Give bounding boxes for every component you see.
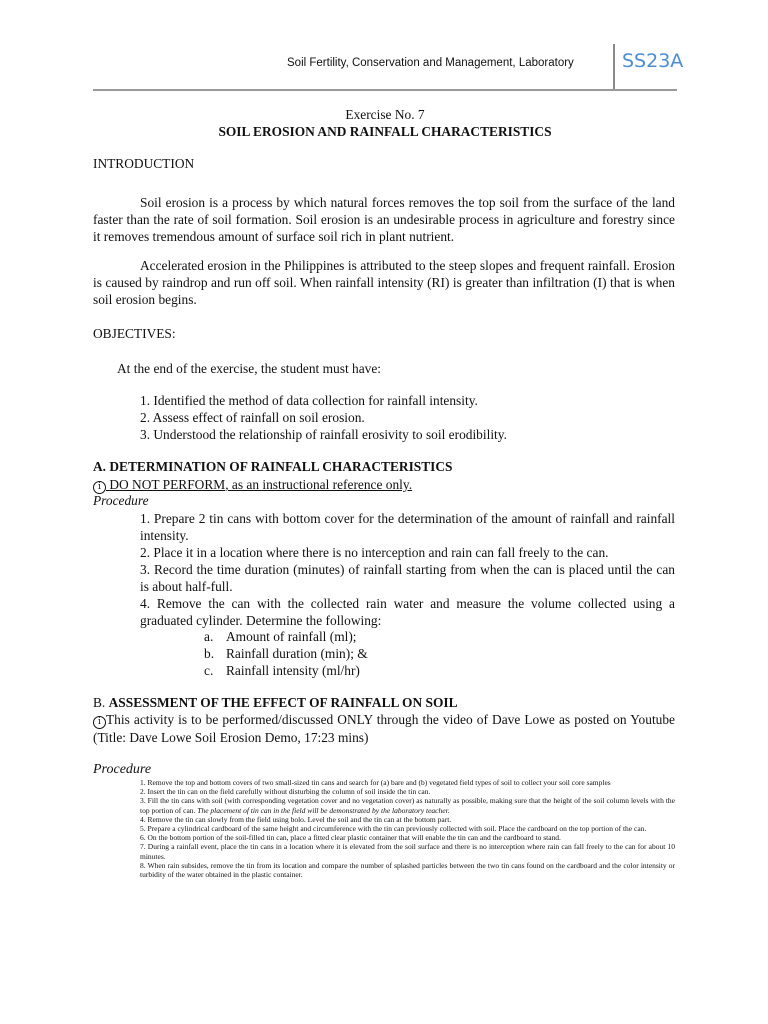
- section-a-subitem: [204, 628, 357, 645]
- section-b-step-3-italic: The placement of tin can in the field will be demonstrated by the laboratory teacher.: [197, 805, 450, 815]
- section-b-note: [93, 711, 675, 746]
- section-b-step: 6. On the bottom portion of the soil-filled tin can, place a fitted clear plastic container that will enable the tin can and the cardboard to stand.: [140, 833, 561, 843]
- section-a-subitem: [204, 662, 360, 679]
- section-a-subitem: [204, 645, 368, 662]
- section-a-heading: A. DETERMINATION OF RAINFALL CHARACTERISTICS: [93, 459, 453, 474]
- course-code: SS23A: [622, 50, 684, 72]
- section-b-step: 4. Remove the tin can slowly from the field using bolo. Level the soil and the tin can at the bottom part.: [140, 814, 452, 824]
- section-a-step: 4. Remove the can with the collected rain water and measure the volume collected using a graduated cylinder. Determine the following:: [140, 596, 675, 628]
- section-b-step: 1. Remove the top and bottom covers of two small-sized tin cans and search for (a) bare and (b) vegetated field types of soil to collect your soil core samples: [140, 778, 611, 787]
- section-a-step: 3. Record the time duration (minutes) of rainfall starting from when the can is placed until the can is about half-full.: [140, 562, 675, 594]
- course-title: Soil Fertility, Conservation and Management, Laboratory: [287, 57, 574, 69]
- section-b-procedure-label: Procedure: [93, 762, 152, 777]
- introduction-heading: INTRODUCTION: [93, 156, 195, 171]
- subitem-text: Rainfall intensity (ml/hr): [226, 663, 360, 678]
- section-b-prefix: B.: [93, 695, 106, 710]
- section-a-note: [93, 476, 412, 494]
- exercise-title: SOIL EROSION AND RAINFALL CHARACTERISTICS: [218, 124, 552, 139]
- section-b-steps: [140, 778, 675, 879]
- section-b-step: 7. During a rainfall event, place the tin cans in a location where it is elevated from the soil surface and there is no interception where rain can fall freely to the can for about 10 minutes.: [140, 842, 675, 861]
- section-b-title: ASSESSMENT OF THE EFFECT OF RAINFALL ON SOIL: [108, 695, 458, 710]
- section-b-note-text: This activity is to be performed/discussed ONLY through the video of Dave Lowe as posted on Youtube (Title: Dave Lowe Soil Erosion Demo, 17:23 mins): [93, 712, 675, 745]
- note-rest-text: , as an instructional reference only.: [225, 477, 413, 492]
- do-not-perform-text: DO NOT PERFORM: [109, 477, 226, 492]
- introduction-paragraph-2: Accelerated erosion in the Philippines is attributed to the steep slopes and frequent rainfall. Erosion is caused by raindrop and run off soil. When rainfall intensity (RI) is greater than infiltration (I) that is when soil erosion begins.: [93, 258, 675, 307]
- section-b-heading: [93, 694, 458, 711]
- info-icon: i: [93, 716, 106, 729]
- subitem-text: Rainfall duration (min); &: [226, 646, 368, 661]
- info-icon: i: [93, 481, 106, 494]
- exercise-title-block: [93, 106, 677, 140]
- section-b-step-3-text: 3. Fill the tin cans with soil (with corresponding vegetation cover and no vegetation cover) as naturally as possible, making sure that the height of the soil column levels with the top portion of can.: [140, 796, 675, 815]
- section-b-step: 2. Insert the tin can on the field carefully without disturbing the column of soil inside the tin can.: [140, 787, 431, 797]
- objective-item: 1. Identified the method of data collection for rainfall intensity.: [140, 393, 478, 408]
- section-a-step: 2. Place it in a location where there is no interception and rain can fall freely to the can.: [140, 545, 609, 560]
- section-a-step: 1. Prepare 2 tin cans with bottom cover for the determination of the amount of rainfall and rainfall intensity.: [140, 511, 675, 543]
- subitem-letter: c.: [204, 663, 214, 678]
- introduction-paragraph-1: Soil erosion is a process by which natural forces removes the top soil from the surface of the land faster than the rate of soil formation. Soil erosion is an undesirable process in agriculture and forestry since it removes tremendous amount of surface soil rich in plant nutrient.: [93, 195, 675, 244]
- section-b-step: 8. When rain subsides, remove the tin from its location and compare the number of splashed particles between the two tin cans found on the cardboard and the color intensity or turbidity of the water obtained in the plastic container.: [140, 860, 675, 880]
- objectives-intro: At the end of the exercise, the student must have:: [117, 361, 382, 376]
- header-divider: [613, 44, 615, 90]
- header-rule: [93, 89, 677, 91]
- subitem-letter: a.: [204, 629, 214, 644]
- section-a-procedure-label: Procedure: [93, 493, 149, 508]
- objective-item: 3. Understood the relationship of rainfall erosivity to soil erodibility.: [140, 427, 507, 442]
- subitem-text: Amount of rainfall (ml);: [226, 629, 357, 644]
- section-b-step: 5. Prepare a cylindrical cardboard of the same height and circumference with the tin can previously collected with soil. Place the cardboard on the top portion of the can.: [140, 824, 647, 834]
- objectives-heading: OBJECTIVES:: [93, 326, 176, 341]
- section-b-step: [140, 796, 675, 814]
- exercise-number: Exercise No. 7: [345, 107, 425, 122]
- objective-item: 2. Assess effect of rainfall on soil erosion.: [140, 410, 365, 425]
- subitem-letter: b.: [204, 646, 215, 661]
